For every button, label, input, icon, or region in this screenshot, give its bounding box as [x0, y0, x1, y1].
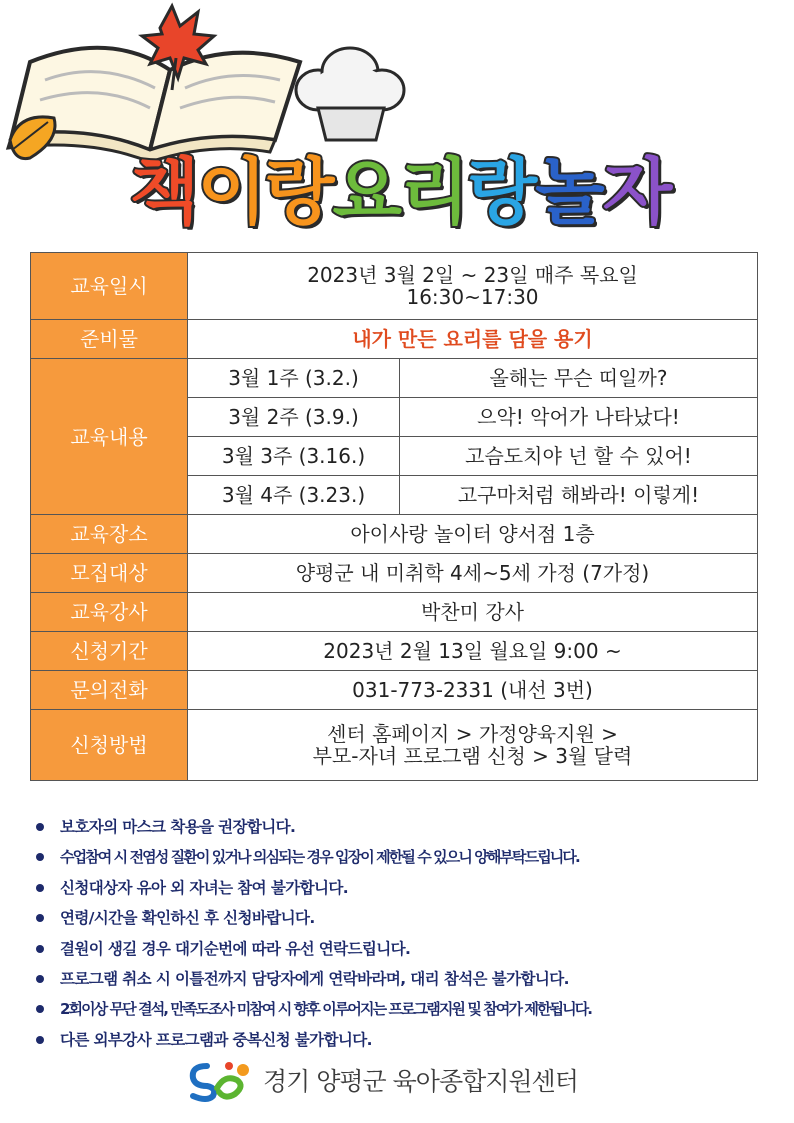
bullet-icon: [36, 884, 44, 892]
label-period: 신청기간: [31, 632, 188, 671]
date-line-2: 16:30~17:30: [406, 285, 539, 309]
label-supplies: 준비물: [31, 320, 188, 359]
program-info-table: [30, 252, 758, 781]
bullet-icon: [36, 945, 44, 953]
label-phone: 문의전화: [31, 671, 188, 710]
label-instructor: 교육강사: [31, 593, 188, 632]
notice-item: 수업참여 시 전염성 질환이 있거나 의심되는 경우 입장이 제한될 수 있으니 양해부탁드립니다.: [34, 842, 764, 872]
notice-item: 연령/시간을 확인하신 후 신청바랍니다.: [34, 903, 764, 933]
title-char: 랑: [264, 150, 333, 234]
value-target: 양평군 내 미취학 4세~5세 가정 (7가정): [188, 554, 758, 593]
date-line-1: 2023년 3월 2일 ~ 23일 매주 목요일: [307, 263, 638, 287]
row-date: [31, 253, 758, 320]
notice-item: 다른 외부강사 프로그램과 중복신청 불가합니다.: [34, 1025, 764, 1055]
week-1: 3월 1주 (3.2.): [188, 359, 400, 398]
notice-item: 신청대상자 유아 외 자녀는 참여 불가합니다.: [34, 873, 764, 903]
value-supplies: 내가 만든 요리를 담을 용기: [188, 320, 758, 359]
label-content: 교육내용: [31, 359, 188, 515]
row-place: [31, 515, 758, 554]
method-line-1: 센터 홈페이지 > 가정양육지원 >: [327, 722, 618, 746]
value-place: 아이사랑 놀이터 양서점 1층: [188, 515, 758, 554]
row-target: [31, 554, 758, 593]
bullet-icon: [36, 1036, 44, 1044]
row-instructor: [31, 593, 758, 632]
title-char: 요: [332, 150, 400, 234]
notice-item: 프로그램 취소 시 이틀전까지 담당자에게 연락바라며, 대리 참석은 불가합니다.: [34, 964, 764, 994]
page-title: [40, 128, 760, 234]
week-2: 3월 2주 (3.9.): [188, 398, 400, 437]
value-instructor: 박찬미 강사: [188, 593, 758, 632]
row-supplies: [31, 320, 758, 359]
bullet-icon: [36, 975, 44, 983]
row-phone: [31, 671, 758, 710]
value-period: 2023년 2월 13일 월요일 9:00 ~: [188, 632, 758, 671]
value-date: [188, 253, 758, 320]
week-3: 3월 3주 (3.16.): [188, 437, 400, 476]
notice-item: 결원이 생길 경우 대기순번에 따라 유선 연락드립니다.: [34, 934, 764, 964]
header: [0, 0, 794, 250]
title-char: 랑: [467, 150, 536, 234]
week-4: 3월 4주 (3.23.): [188, 476, 400, 515]
value-method: [188, 710, 758, 781]
topic-3: 고슴도치야 넌 할 수 있어!: [400, 437, 758, 476]
row-content-week-1: [31, 359, 758, 398]
topic-2: 으악! 악어가 나타났다!: [400, 398, 758, 437]
title-char: 책: [129, 150, 198, 234]
bullet-icon: [36, 853, 44, 861]
notice-list: [34, 812, 764, 1055]
title-char: 놀: [535, 150, 603, 234]
bullet-icon: [36, 914, 44, 922]
footer: [185, 1058, 625, 1102]
notice-item: 2회이상 무단 결석, 만족도조사 미참여 시 향후 이루어지는 프로그램지원 및 참여가 제한됩니다.: [34, 994, 764, 1024]
topic-1: 올해는 무슨 띠일까?: [400, 359, 758, 398]
chef-hat-icon: [296, 48, 404, 140]
bullet-icon: [36, 1005, 44, 1013]
notice-item: 보호자의 마스크 착용을 권장합니다.: [34, 812, 764, 842]
row-method: [31, 710, 758, 781]
label-target: 모집대상: [31, 554, 188, 593]
label-place: 교육장소: [31, 515, 188, 554]
title-char: 자: [602, 150, 671, 234]
topic-4: 고구마처럼 해봐라! 이렇게!: [400, 476, 758, 515]
method-line-2: 부모-자녀 프로그램 신청 > 3월 달력: [312, 744, 633, 768]
title-char: 이: [197, 150, 265, 234]
value-phone: 031-773-2331 (내선 3번): [188, 671, 758, 710]
center-name: 경기 양평군 육아종합지원센터: [263, 1067, 578, 1096]
title-char: 리: [400, 150, 468, 234]
center-logo-icon: [185, 1058, 255, 1102]
label-date: 교육일시: [31, 253, 188, 320]
label-method: 신청방법: [31, 710, 188, 781]
bullet-icon: [36, 823, 44, 831]
row-period: [31, 632, 758, 671]
